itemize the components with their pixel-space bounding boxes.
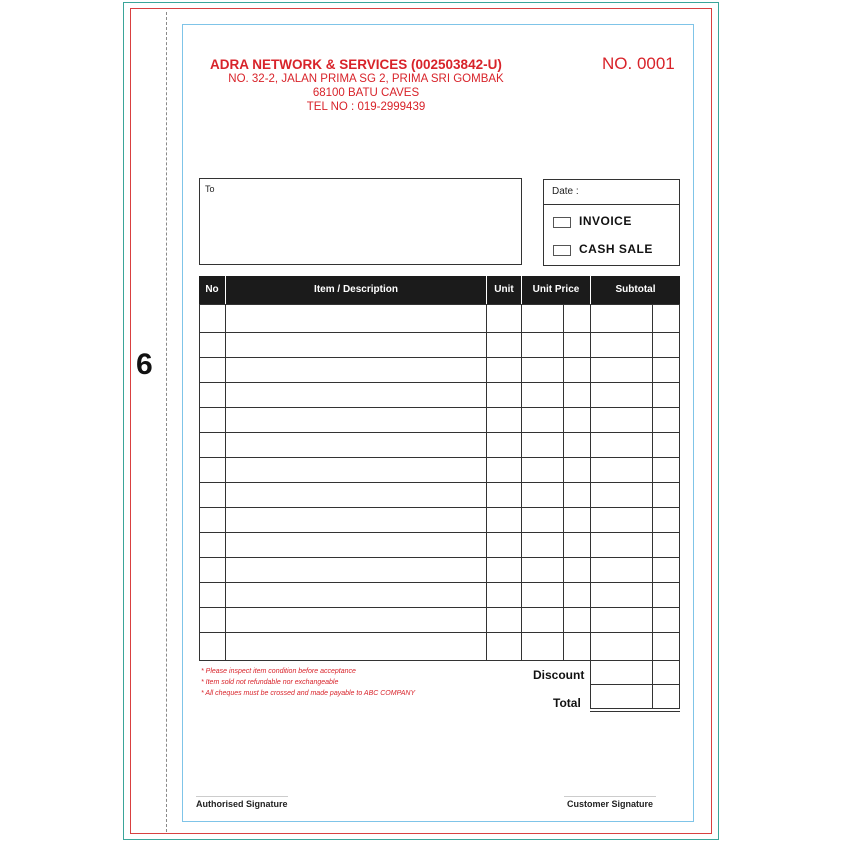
table-row-line	[199, 332, 680, 333]
note-line: * Item sold not refundable nor exchangeable	[201, 679, 339, 686]
table-row-line	[199, 582, 680, 583]
table-row-line	[199, 457, 680, 458]
cash-sale-label: CASH SALE	[579, 242, 653, 256]
table-row-line	[199, 304, 680, 305]
company-name: ADRA NETWORK & SERVICES (002503842-U)	[210, 57, 502, 72]
table-row-line	[199, 557, 680, 558]
table-column-line	[199, 304, 200, 660]
terms-notes	[201, 666, 415, 699]
invoice-checkbox[interactable]	[553, 217, 571, 228]
form-sheet	[182, 24, 694, 822]
to-label: To	[205, 184, 215, 194]
address-line-1: NO. 32-2, JALAN PRIMA SG 2, PRIMA SRI GOMBAK	[228, 73, 504, 85]
note-line: * Please inspect item condition before acceptance	[201, 668, 356, 675]
customer-signature-line[interactable]	[564, 796, 656, 797]
table-row-line	[199, 532, 680, 533]
discount-label: Discount	[533, 668, 585, 682]
table-column-line	[590, 304, 591, 660]
col-header-no: No	[205, 284, 219, 295]
copy-number: 6	[136, 348, 153, 381]
table-row-line	[199, 407, 680, 408]
table-row-line	[199, 382, 680, 383]
address-line-2: 68100 BATU CAVES	[312, 87, 420, 99]
col-header-unit-price: Unit Price	[532, 284, 580, 295]
invoice-label: INVOICE	[579, 214, 632, 228]
note-line: * All cheques must be crossed and made payable to ABC COMPANY	[201, 690, 416, 697]
col-header-description: Item / Description	[314, 284, 398, 295]
table-row-line	[199, 432, 680, 433]
table-row-line	[199, 607, 680, 608]
authorised-signature-line[interactable]	[196, 796, 288, 797]
table-column-line	[225, 304, 226, 660]
perforation-line	[166, 12, 167, 832]
table-row-line	[199, 507, 680, 508]
date-doc-type-box	[543, 179, 680, 266]
total-bottom-line	[590, 708, 680, 709]
total-label: Total	[553, 696, 581, 710]
to-field[interactable]	[199, 178, 522, 265]
cash-sale-checkbox[interactable]	[553, 245, 571, 256]
table-column-line	[486, 304, 487, 660]
table-row-line	[199, 632, 680, 633]
table-column-line	[521, 304, 522, 660]
table-column-line	[679, 304, 680, 660]
document-number: NO. 0001	[602, 54, 675, 73]
table-cents-line	[652, 304, 653, 660]
col-header-subtotal: Subtotal	[615, 284, 656, 295]
table-cents-line	[563, 304, 564, 660]
total-double-underline	[590, 711, 680, 712]
authorised-signature-label: Authorised Signature	[196, 799, 288, 809]
phone-line: TEL NO : 019-2999439	[306, 101, 426, 113]
table-row-line	[199, 482, 680, 483]
date-field[interactable]	[544, 180, 679, 205]
table-row-line	[199, 660, 680, 661]
table-row-line	[199, 357, 680, 358]
customer-signature-label: Customer Signature	[567, 799, 654, 809]
col-header-unit: Unit	[494, 284, 514, 295]
table-header	[199, 276, 680, 304]
discount-bottom-line	[590, 684, 680, 685]
date-label: Date :	[552, 186, 579, 197]
